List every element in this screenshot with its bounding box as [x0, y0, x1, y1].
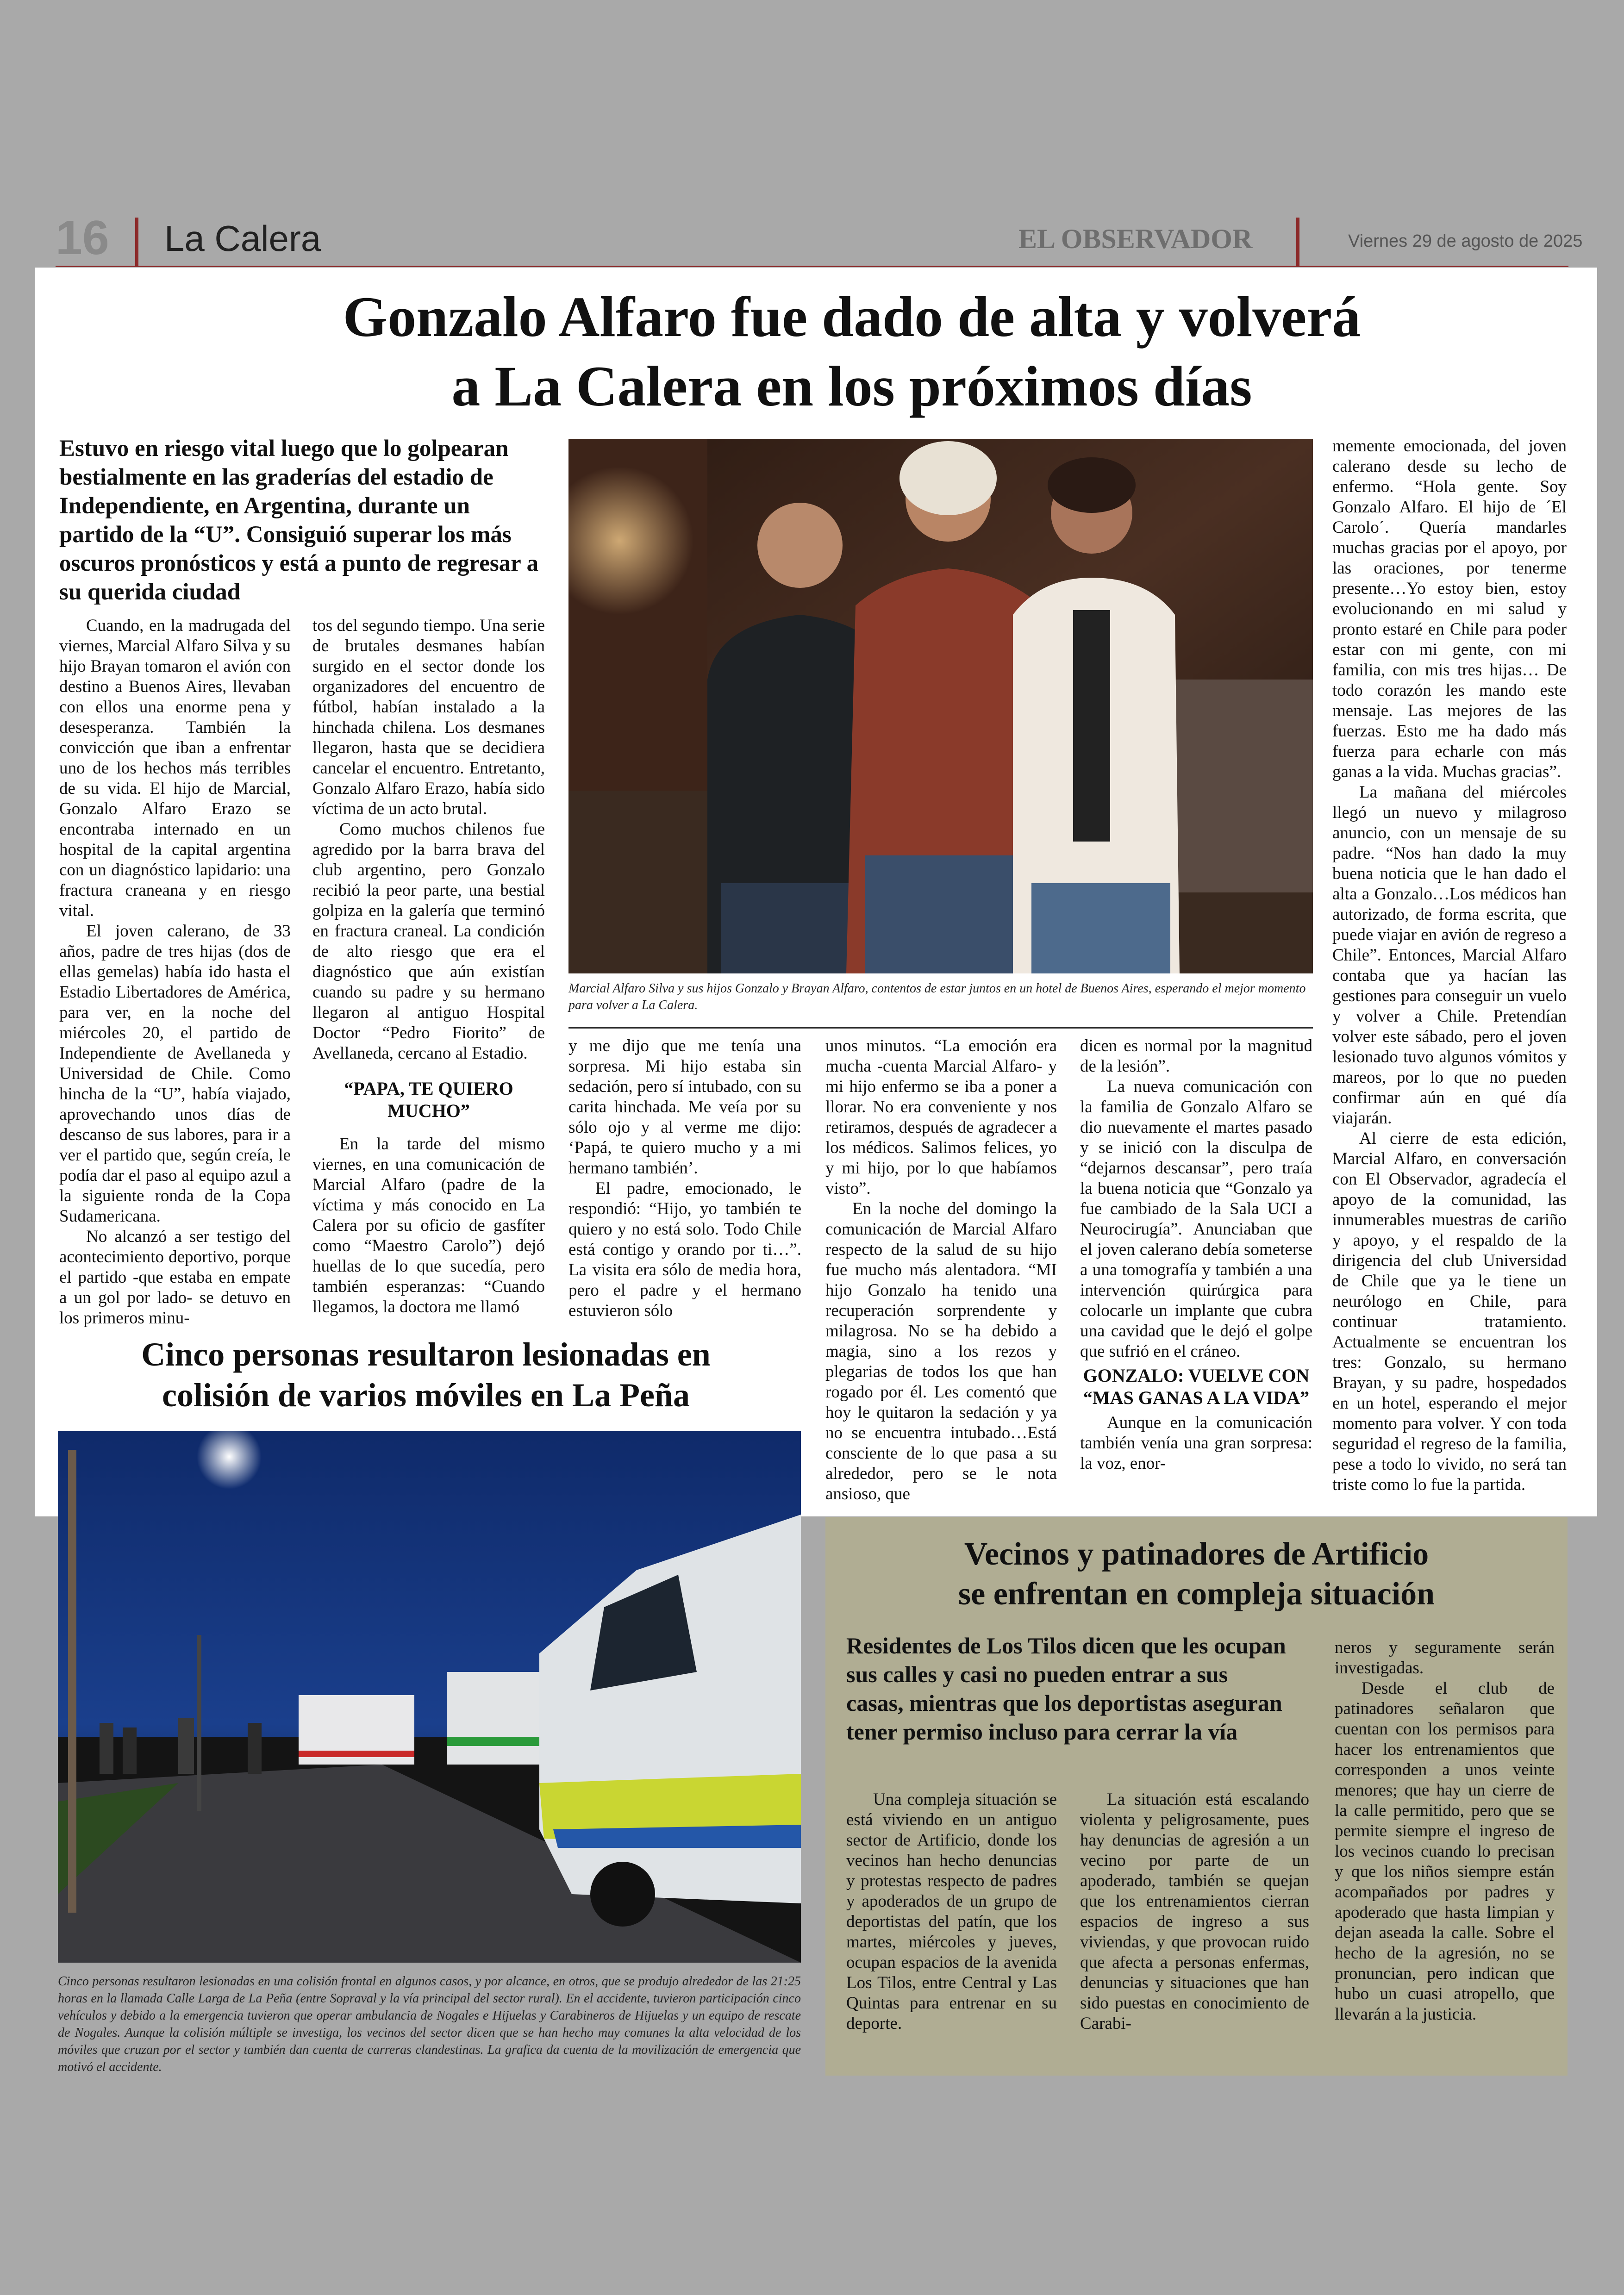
article1-column-1: Cuando, en la madrugada del viernes, Marcial Alfaro Silva y su hijo Brayan tomaron el avión con destino a Buenos Aires, llevaban con ellos una enorme pena y desesperanza. También la convicción que iban a enfrentar uno de los hechos más terribles de su vida. El hijo de Marcial, Gonzalo Alfaro Erazo se encontraba internado en un hospital de la capital argentina con un diagnóstico lapidario: una fractura craneana y en riesgo vital. El joven calerano, de 33 años, padre de tres hijas (dos de ellas gemelas) había ido hasta el Estadio Libertadores de América, para ver, en la noche del miércoles 20, el partido de Independiente de Avellaneda y Universidad de Chile. Como hincha de la “U”, había viajado, aprovechando unos días de descanso de sus labores, para ir a ver el partido que, según creía, le podía dar el paso al equipo azul a la siguiente ronda de la Copa Sudamericana. No alcanzó a ser testigo del acontecimiento deportivo, porque el partido -que estaba en empate a un gol por lado- se detuvo en los primeros minu- [59, 616, 291, 1328]
publication-date: Viernes 29 de agosto de 2025 [1348, 231, 1583, 251]
subheading: GONZALO: VUELVE CON “MAS GANAS A LA VIDA” [1083, 1365, 1310, 1408]
article3-column-1: Una compleja situación se está viviendo en un antiguo sector de Artificio, donde los vecinos han hecho denuncias y protestas respecto de padres y apoderados de un grupo de deportistas del patín, que los martes, miércoles y jueves, ocupan espacios de la avenida Los Tilos, entre Central y Las Quintas para entrenar en su deporte. [846, 1790, 1057, 2033]
photo1-caption: Marcial Alfaro Silva y sus hijos Gonzalo y Brayan Alfaro, contentos de estar juntos en un hotel de Buenos Aires, esperando el mejor momento para volver a La Calera. [568, 981, 1306, 1012]
publication-name: EL OBSERVADOR [1018, 224, 1253, 254]
subheading: “PAPA, TE QUIERO MUCHO” [344, 1078, 513, 1121]
article2-headline: Cinco personas resultaron lesionadas en colisión de varios móviles en La Peña [141, 1336, 711, 1414]
header-divider [135, 218, 138, 266]
article3-deck: Residentes de Los Tilos dicen que les ocupan sus calles y casi no pueden entrar a sus casas, mientras que los deportistas aseguran tener permiso incluso para cerrar la vía [846, 1633, 1286, 1745]
article3-headline: Vecinos y patinadores de Artificio se enfrentan en compleja situación [958, 1536, 1435, 1612]
accident-scene-photo [58, 1431, 801, 1963]
photo2-caption: Cinco personas resultaron lesionadas en una colisión frontal en algunos casos, y por alcance, en otros, que se produjo alrededor de las 21:25 horas en la llamada Calle Larga de La Peña (entre Sopraval y la vía principal del sector rural). En el accidente, tuvieron participación cinco vehículos y debido a la emergencia tuvieron que operar ambulancia de Nogales e Hijuelas y Carabineros de Hijuelas y un equipo de rescate de Nogales. Aunque la colisión múltiple se investiga, los vecinos del sector dicen que se han hecho muy comunes la alta velocidad de los móviles que cruzan por el sector y también dan cuenta de carreras clandestinas. La grafica da cuenta de la movilización de emergencia que motivó el accidente. [58, 1974, 801, 2074]
article1-deck: Estuvo en riesgo vital luego que lo golpearan bestialmente en las graderías del estadio de Independiente, en Argentina, durante un partido de la “U”. Consiguió superar los más oscuros pronósticos y está a punto de regresar a su querida ciudad [59, 436, 539, 605]
article1-column-6: memente emocionada, del joven calerano desde su lecho de enfermo. “Hola gente. Soy Gonzalo Alfaro. El hijo de ´El Carolo´. Quería mandarles muchas gracias por el apoyo, por las oraciones, por tenerme presente…Yo estoy bien, estoy evolucionando en mi salud y pronto estaré en Chile para poder estar con mi gente, con mi familia, con mis tres hijas… De todo corazón les mando este mensaje. Las mejores de las fuerzas. Esto me ha dado más fuerza para echarle con más ganas a la vida. Muchas gracias”. La mañana del miércoles llegó un nuevo y milagroso anuncio, con un mensaje de su padre. “Nos han dado la muy buena noticia que le han dado el alta a Gonzalo…Los médicos han autorizado, de forma escrita, que puede viajar en avión de regreso a Chile”. Entonces, Marcial Alfaro contaba que ya hacían las gestiones para conseguir un vuelo y volver a Chile. Pretendían volver este sábado, pero el joven lesionado tuvo algunos vómitos y mareos, por lo que no pueden confirmar aún en qué día viajarán. Al cierre de esta edición, Marcial Alfaro, en conversación con El Observador, agradecía el apoyo de la comunidad, las innumerables muestras de cariño y apoyo, y el respaldo de la dirigencia del club Universidad de Chile que ya le tiene un neurólogo en Chile, para continuar tratamiento. Actualmente se encuentran los tres: Gonzalo, su hermano Brayan, y su padre, hospedados en un hotel, esperando el mejor momento para volver. Y con toda seguridad el regreso de la familia, pese a todo lo vivido, no será tan triste como lo fue la partida. [1332, 437, 1567, 1494]
hotel-family-photo [568, 439, 1313, 973]
article1-headline: Gonzalo Alfaro fue dado de alta y volverá a La Calera en los próximos días [343, 285, 1361, 418]
page-number: 16 [56, 211, 109, 265]
caption-rule [568, 1027, 1313, 1029]
article3-column-3: neros y seguramente serán investigadas. Desde el club de patinadores señalaron que cuentan con los permisos para hacer los entrenamientos que corresponden a unos veinte menores; que hay un cierre de la calle permitido, pero que se permite siempre el ingreso de los vecinos cuando lo precisan y que los niños siempre están acompañados por padres y apoderado que hasta limpian y dejan aseada la calle. Sobre el hecho de la agresión, no se pronuncian, pero indican que hubo un cuasi atropello, que llevarán a la justicia. [1335, 1638, 1555, 2024]
article1-column-2: tos del segundo tiempo. Una serie de brutales desmanes habían surgido en el sector donde los organizadores del encuentro de fútbol, habían instalado a la hinchada chilena. Los desmanes llegaron, hasta que se decidiera cancelar el encuentro. Entretanto, Gonzalo Alfaro Erazo, había sido víctima de un acto brutal. Como muchos chilenos fue agredido por la barra brava del club argentino, pero Gonzalo recibió la peor parte, una bestial golpiza en la galería que terminó en fractura craneal. La condición de alto riesgo que era el diagnóstico que aún existían cuando su padre y su hermano llegaron al antiguo Hospital Doctor “Pedro Fiorito” de Avellaneda, cercano al Estadio. “PAPA, TE QUIERO MUCHO” En la tarde del mismo viernes, en una comunicación de Marcial Alfaro (padre de la víctima y más conocido en La Calera por su oficio de gasfíter como “Maestro Carolo”) dejó huellas de lo que sucedía, pero también esperanzas: “Cuando llegamos, la doctora me llamó [312, 616, 545, 1316]
header-rule [56, 266, 1568, 267]
header-divider [1296, 218, 1299, 266]
article1-column-4: unos minutos. “La emoción era mucha -cuenta Marcial Alfaro- y mi hijo enfermo se iba a poner a llorar. No era conveniente y nos retiramos, después de agradecer a los médicos. Salimos felices, yo y mi hijo, por lo que habíamos visto”. En la noche del domingo la comunicación de Marcial Alfaro respecto de la salud de su hijo fue mucho más alentadora. “MI hijo Gonzalo ha tenido una recuperación sorprendente y milagrosa. No se ha debido a magia, sino a los rezos y plegarias de todos los que han rogado por él. Les comentó que hoy le quitaron la sedación y ya no se encuentra intubado…Está consciente de lo que pasa a su alrededor, pero se le nota ansioso, que [825, 1036, 1057, 1503]
article1-column-3: y me dijo que me tenía una sorpresa. Mi hijo estaba sin sedación, pero sí intubado, con su carita hinchada. Me veía por su sólo ojo y al verme me dijo: ‘Papá, te quiero mucho y a mi hermano también’. El padre, emocionado, le respondió: “Hijo, yo también te quiero y no está solo. Todo Chile está contigo y orando por ti…”. La visita era sólo de media hora, pero el padre y el hermano estuvieron sólo [568, 1036, 801, 1320]
article1-column-5: dicen es normal por la magnitud de la lesión”. La nueva comunicación con la familia de Gonzalo Alfaro se dio nuevamente el martes pasado y se inició con la disculpa de “dejarnos descansar”, pero traía la buena noticia que “Gonzalo ya fue cambiado de la Sala UCI a Neurocirugía”. Anunciaban que el joven calerano debía someterse a una tomografía y también a una intervención quirúrgica para colocarle un implante que cubra una cavidad que le dejó el golpe que sufrió en el cráneo. GONZALO: VUELVE CON “MAS GANAS A LA VIDA” Aunque en la comunicación también venía una gran sorpresa: la voz, enor- [1080, 1036, 1312, 1473]
article3-column-2: La situación está escalando violenta y peligrosamente, pues hay denuncias de agresión a un vecino por parte de un apoderado, también se quejan que los entrenamientos cierran espacios de ingreso a sus viviendas, y que provocan ruido que afecta a personas enfermas, denuncias y situaciones que han sido puestas en conocimiento de Carabi- [1080, 1790, 1309, 2033]
section-name: La Calera [164, 218, 321, 259]
